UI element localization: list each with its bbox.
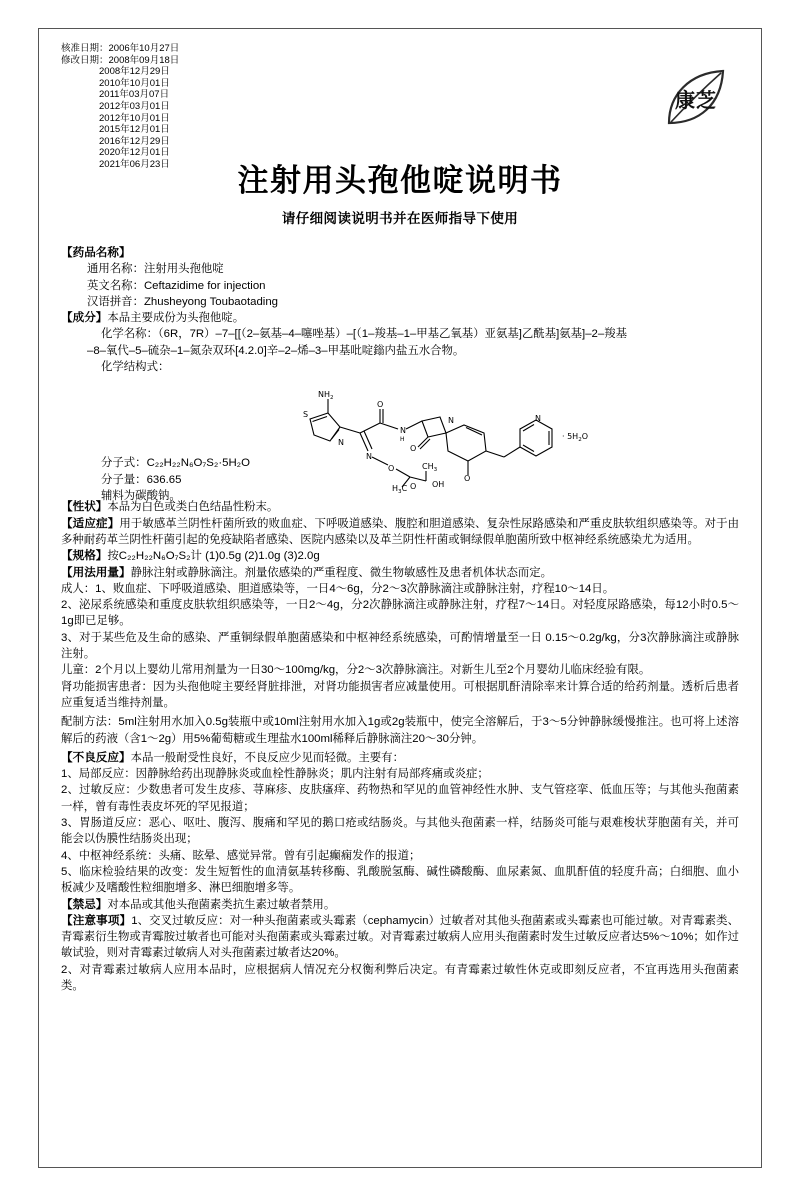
dosage-item: 成人：1、败血症、下呼吸道感染、胆道感染等，一日4～6g，分2～3次静脉滴注或静脉注射，疗程10～14日。	[61, 582, 615, 595]
caution-item: 1、交叉过敏反应：对一种头孢菌素或头霉素（cephamycin）过敏者对其他头孢菌素或头霉素也可能过敏。对青霉素类、青霉素衍生物或青霉胺过敏者也可能对头孢菌素或头霉素过敏。对青霉素过敏病人应用头孢菌素时发生过敏反应者达5%～10%；如作过敏试验，则对青霉素过敏病人对头孢菌素过敏者达20%。	[61, 914, 739, 960]
formula-block	[101, 455, 250, 505]
dosage-item: 肾功能损害患者：因为头孢他啶主要经肾脏排泄，对肾功能损害者应减量使用。可根据肌酐清除率来计算合适的给药剂量。透析后患者应重复适当维持剂量。	[61, 680, 739, 709]
label-n-thiazole: N	[338, 438, 344, 448]
preparation-method: 配制方法：5ml注射用水加入0.5g装瓶中或10ml注射用水加入1g或2g装瓶中，使完全溶解后，于3～5分钟静脉缓慢推注。也可将上述溶解后的药液（含1～2g）用5%葡萄糖或生理盐水100ml稀释后静脉滴注20～30分钟。	[61, 716, 739, 745]
section-dosage	[61, 565, 739, 581]
label-o-oxime: O	[388, 464, 395, 474]
ingredients-intro: 本品主要成份为头孢他啶。	[107, 312, 245, 325]
leaflet-sheet	[38, 28, 762, 1168]
brand-logo-text: 康芝	[675, 87, 717, 112]
date-line: 2012年03月01日	[99, 100, 170, 112]
section-dosage-heading: 【用法用量】	[61, 565, 131, 579]
contraindications-text: 对本品或其他头孢菌素类抗生素过敏者禁用。	[107, 898, 336, 911]
adverse-item: 2、过敏反应：少数患者可发生皮疹、荨麻疹、皮肤瘙痒、药物热和罕见的血管神经性水肿、支气管痉挛、低血压等；与其他头孢菌素一样，曾有毒性表皮坏死的罕见报道；	[61, 784, 739, 813]
structure-label: 化学结构式：	[101, 361, 170, 374]
molecular-weight-line	[101, 472, 250, 489]
english-name: 英文名称：Ceftazidime for injection	[87, 279, 266, 292]
label-ch3-b: $CH_3$	[422, 462, 438, 474]
molecular-weight-label: 分子量：	[101, 473, 147, 486]
section-contraindications-heading: 【禁忌】	[61, 897, 108, 911]
label-n-pyridinium: N	[535, 414, 541, 424]
page-subtitle: 请仔细阅读说明书并在医师指导下使用	[281, 211, 519, 227]
excipient-line: 辅料为碳酸钠。	[101, 490, 181, 503]
brand-logo	[663, 65, 729, 131]
date-line: 2021年06月23日	[99, 158, 170, 170]
section-caution	[61, 913, 739, 962]
molecular-formula-value: C₂₂H₂₂N₆O₇S₂·5H₂O	[146, 457, 250, 470]
label-oh: OH	[432, 480, 445, 490]
label-ch3-a: $H_3C$	[392, 484, 408, 496]
date-line: 2012年10月01日	[99, 112, 170, 124]
generic-name: 通用名称：注射用头孢他啶	[87, 263, 224, 276]
date-line: 修改日期：2008年09月18日	[61, 54, 180, 66]
spec-text: 按C₂₂H₂₂N₆O₇S₂计 (1)0.5g (2)1.0g (3)2.0g	[107, 550, 320, 563]
leaflet-body	[61, 245, 739, 994]
dosage-item: 3、对于某些危及生命的感染、严重铜绿假单胞菌感染和中枢神经系统感染，可酌情增量至一日 0.15～0.2g/kg，分3次静脉滴注或静脉注射。	[61, 631, 739, 661]
indications-text: 用于敏感革兰阴性杆菌所致的败血症、下呼吸道感染、腹腔和胆道感染、复杂性尿路感染和严重皮肤软组织感染等。对于由多种耐药革兰阴性杆菌引起的免疫缺陷者感染、医院内感染以及革兰阴性杆菌或铜绿假单胞菌所致中枢神经系统感染尤为适用。	[61, 517, 739, 546]
label-s-thiazole: S	[303, 410, 309, 420]
section-adverse	[61, 750, 739, 766]
pinyin-name: 汉语拼音：Zhusheyong Toubaotading	[87, 295, 279, 308]
section-adverse-heading: 【不良反应】	[61, 750, 131, 764]
date-line: 2011年03月07日	[99, 89, 170, 101]
dosage-item: 2、泌尿系统感染和重度皮肤软组织感染等，一日2～4g，分2次静脉滴注或静脉注射，疗程7～14日。对轻度尿路感染，每12小时0.5～1g即已足够。	[61, 599, 739, 628]
caution-item: 2、对青霉素过敏病人应用本品时，应根据病人情况充分权衡利弊后决定。有青霉素过敏性休克或即刻反应者，不宜再选用头孢菌素类。	[61, 963, 739, 992]
chemical-structure	[61, 377, 739, 503]
section-caution-heading: 【注意事项】	[61, 913, 132, 927]
label-h-amide: H	[400, 436, 405, 444]
date-line: 2016年12月29日	[99, 135, 170, 147]
chemical-name-line-2: –8–氧代–5–硫杂–1–氮杂双环[4.2.0]辛–2–烯–3–甲基吡啶鎓内盐五水合物。	[87, 344, 465, 357]
label-n-lactam: N	[448, 416, 454, 426]
adverse-item: 5、临床检验结果的改变：发生短暂性的血清氨基转移酶、乳酸脱氢酶、碱性磷酸酶、血尿素氮、血肌酐值的轻度升高；白细胞、血小板减少及嗜酸性粒细胞增多、淋巴细胞增多等。	[61, 865, 739, 895]
date-line: 2015年12月01日	[99, 124, 170, 136]
page-title: 注射用头孢他啶说明书	[237, 163, 563, 199]
section-ingredients-heading: 【成分】	[61, 311, 108, 325]
label-cooh: O	[464, 474, 471, 484]
date-line: 2020年12月01日	[99, 147, 170, 159]
label-nh-amide: N	[400, 426, 406, 436]
adverse-item: 3、胃肠道反应：恶心、呕吐、腹泻、腹痛和罕见的鹅口疮或结肠炎。与其他头孢菌素一样，结肠炎可能与艰难梭状芽胞菌有关，并可能会以伪膜性结肠炎出现；	[61, 817, 739, 846]
molecular-weight-value: 636.65	[146, 473, 182, 486]
section-indications-heading: 【适应症】	[61, 516, 120, 530]
section-spec-heading: 【规格】	[61, 549, 108, 563]
label-n-oxime: N	[366, 452, 372, 462]
section-drug-name-heading: 【药品名称】	[61, 246, 131, 259]
header	[61, 43, 739, 170]
section-properties-heading: 【性状】	[61, 500, 108, 514]
ceftazidime-structure-icon	[276, 377, 596, 495]
chemical-name-line-1: 化学名称：（6R，7R）–7–[[（2–氨基–4–噻唑基）–[（1–羧基–1–甲基乙氧基）亚氨基]乙酰基]氨基]–2–羧基	[101, 328, 627, 341]
label-pentahydrate: · $5H_2O$	[562, 432, 589, 444]
dosage-intro: 静脉注射或静脉滴注。剂量依感染的严重程度、微生物敏感性及患者机体状态而定。	[130, 566, 553, 579]
approval-dates	[61, 43, 739, 171]
section-ingredients	[61, 310, 739, 326]
molecular-formula-line	[101, 455, 250, 472]
properties-text: 本品为白色或类白色结晶性粉末。	[107, 501, 279, 514]
date-line: 2010年10月01日	[99, 77, 170, 89]
molecular-formula-label: 分子式：	[101, 457, 147, 470]
section-spec	[61, 548, 739, 564]
adverse-item: 4、中枢神经系统：头痛、眩晕、感觉异常。曾有引起癫痫发作的报道；	[61, 849, 421, 862]
section-indications	[61, 516, 739, 549]
adverse-item: 1、局部反应：因静脉给药出现静脉炎或血栓性静脉炎；肌内注射有局部疼痛或炎症；	[61, 768, 489, 781]
date-line: 2008年12月29日	[99, 66, 170, 78]
dosage-item: 儿童：2个月以上婴幼儿常用剂量为一日30～100mg/kg，分2～3次静脉滴注。对新生儿至2个月婴幼儿临床经验有限。	[61, 664, 651, 677]
label-o-amide: O	[377, 400, 384, 410]
date-line: 核准日期：2006年10月27日	[61, 43, 180, 54]
label-o-lactam: O	[410, 444, 417, 454]
label-o-acid: O	[410, 482, 417, 492]
adverse-intro: 本品一般耐受性良好，不良反应少见而轻微。主要有：	[130, 751, 404, 764]
section-contraindications	[61, 897, 739, 913]
label-nh2: $NH_2$	[318, 390, 334, 402]
